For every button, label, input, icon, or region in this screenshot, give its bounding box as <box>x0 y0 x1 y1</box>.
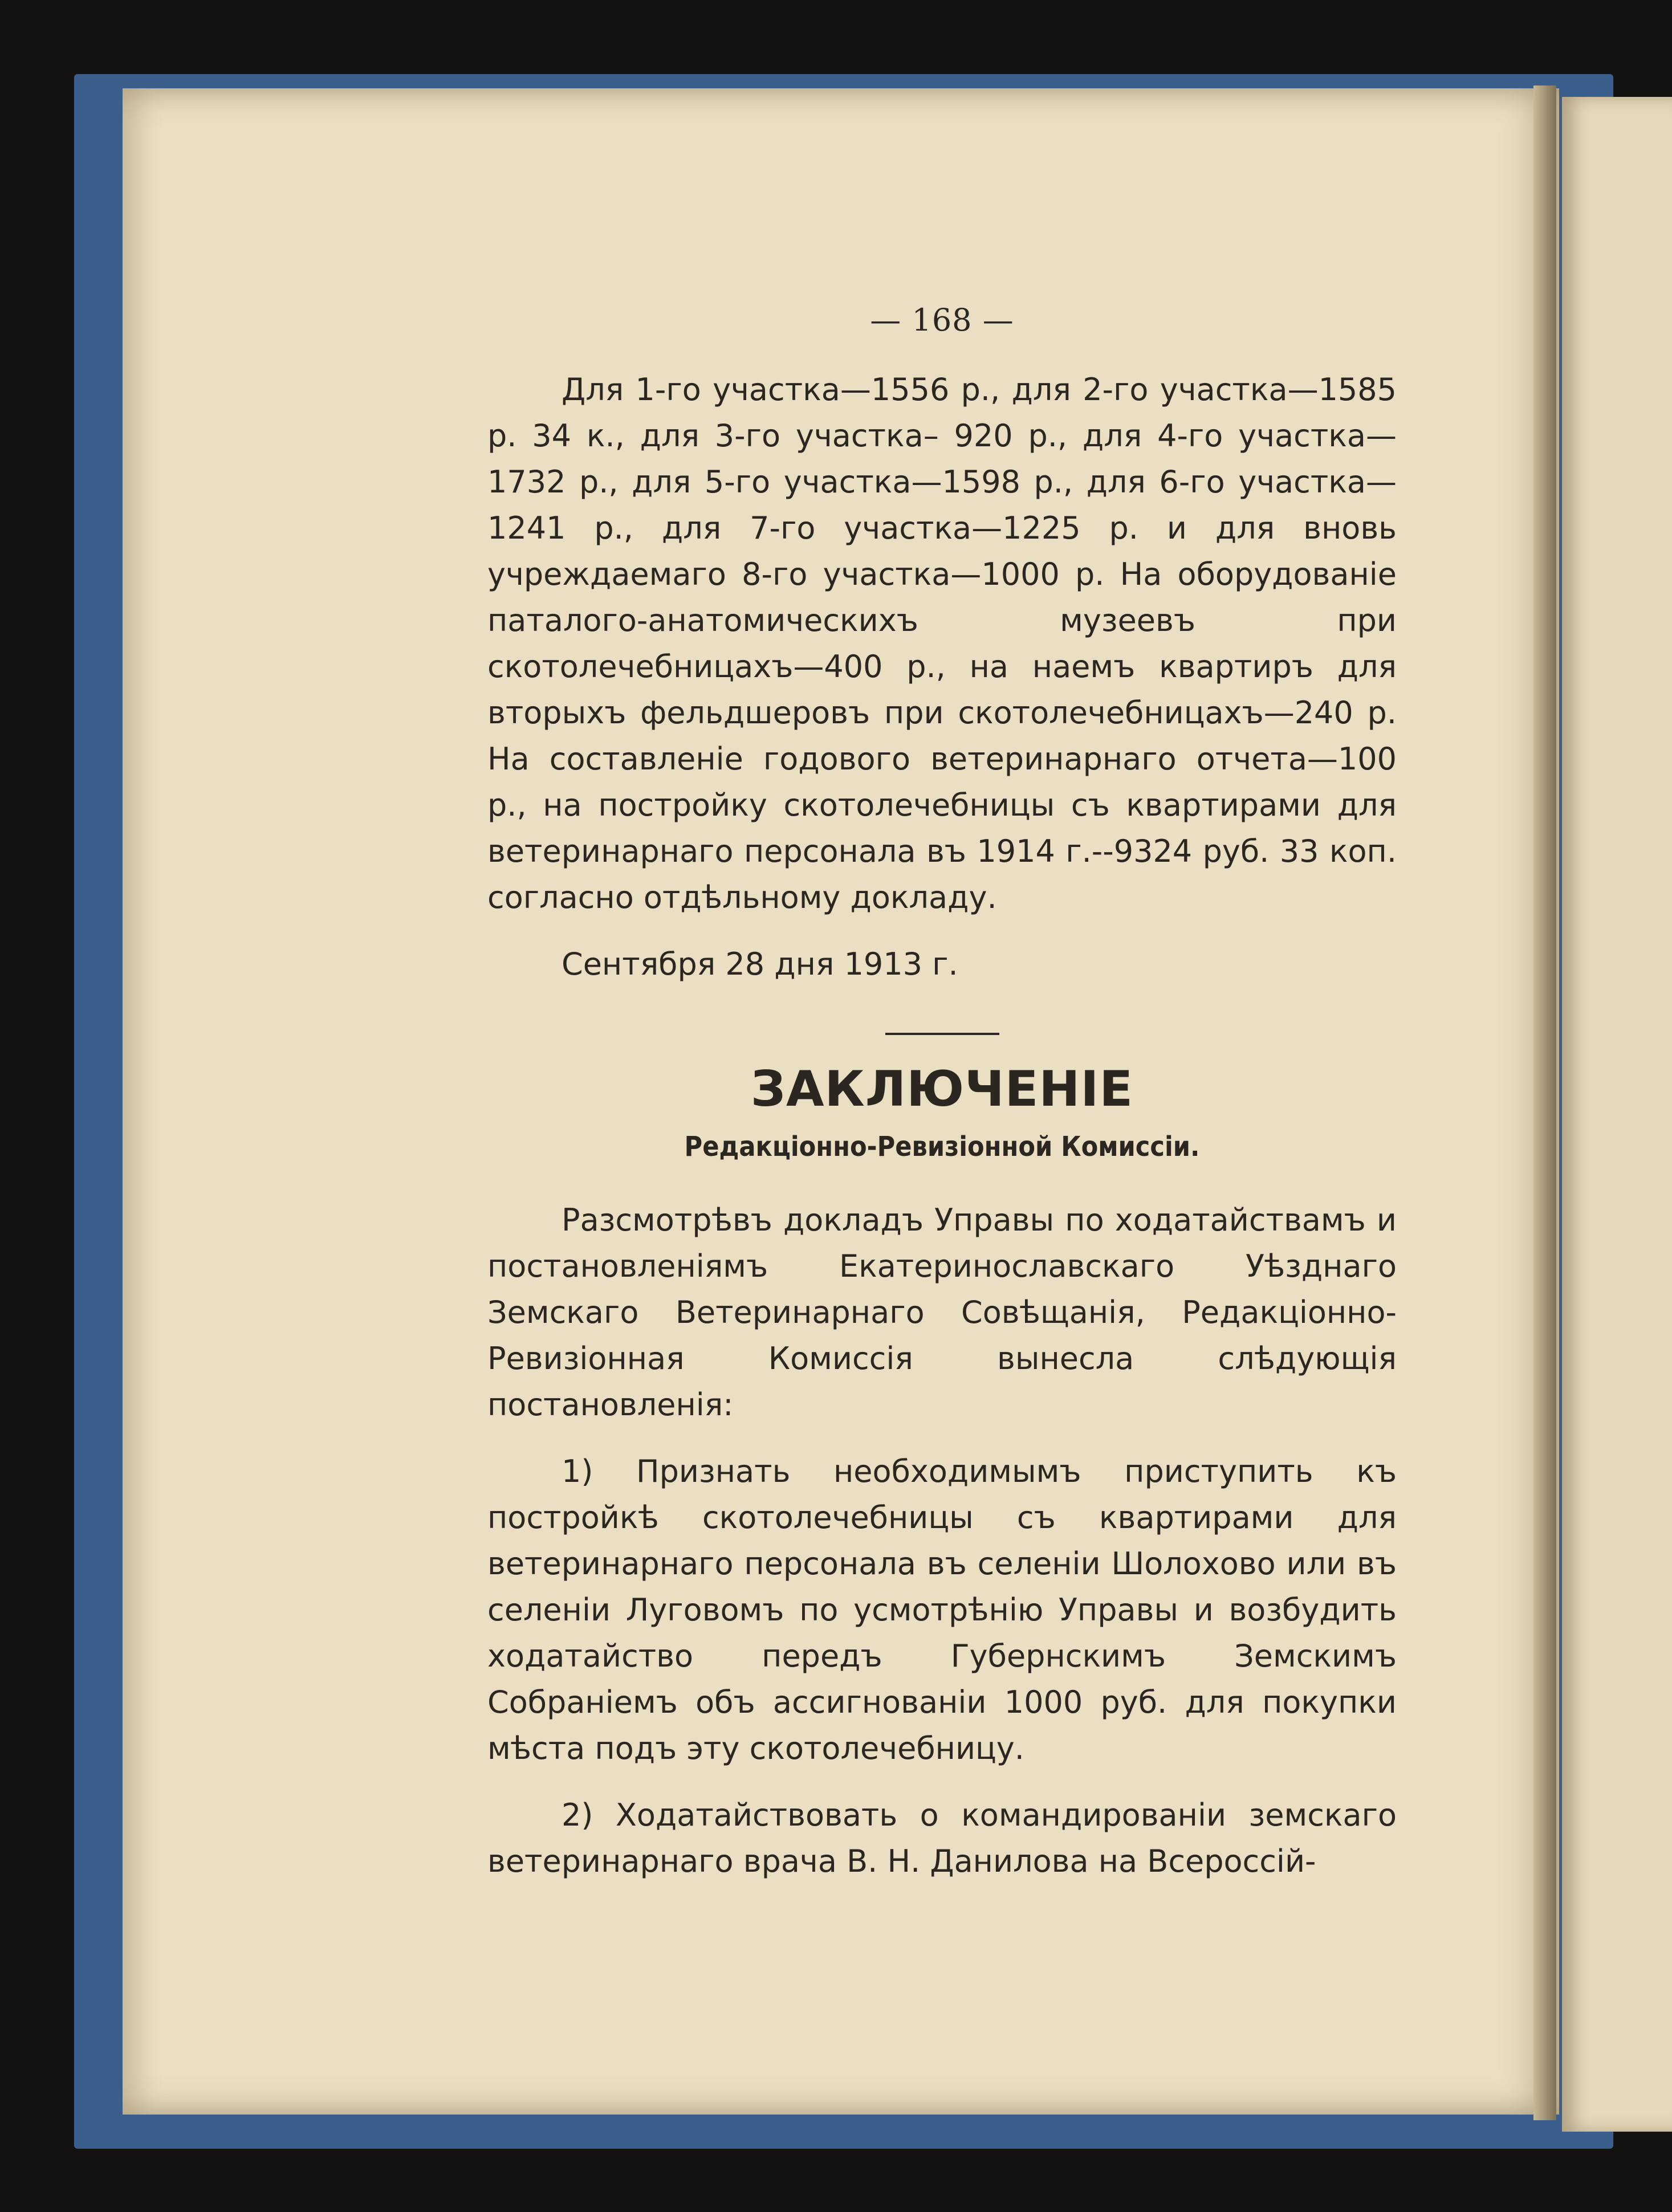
page-content <box>487 302 1397 1884</box>
body-paragraph-intro: Разсмотрѣвъ докладъ Управы по ходатайствамъ и постановленіямъ Екатеринославскаго Уѣзднаго Земскаго Ветеринарнаго Совѣщанія, Редакціонно-Ревизіонная Комиссія вынесла слѣдующія постановленія: <box>487 1202 1397 1423</box>
section-divider <box>885 1033 999 1035</box>
budget-paragraph: Для 1-го участка—1556 р., для 2-го участка—1585 р. 34 к., для 3-го участка– 920 р., для 4-го участка—1732 р., для 5-го участка—1598 р., для 6-го участка—1241 р., для 7-го участка—1225 р. и для вновь учреждаемаго 8-го участка—1000 р. На оборудованіе паталого-анатомическихъ музеевъ при скотолечебницахъ—400 р., на наемъ квартиръ для вторыхъ фельдшеровъ при скотолечебницахъ—240 р. На составленіе годового ветеринарнаго отчета—100 р., на постройку скотолечебницы съ квартирами для ветеринарнаго персонала въ 1914 г.--9324 руб. 33 коп. согласно отдѣльному докладу. <box>487 372 1397 915</box>
date-line: Сентября 28 дня 1913 г. <box>562 946 958 982</box>
page-gutter-edge <box>1533 85 1556 2120</box>
body-paragraph-item-2: 2) Ходатайствовать о командированіи земскаго ветеринарнаго врача В. Н. Данилова на Всероссій- <box>487 1797 1397 1879</box>
body-paragraph-item-1: 1) Признать необходимымъ приступить къ постройкѣ скотолечебницы съ квартирами для ветеринарнаго персонала въ селеніи Шолохово или въ селеніи Луговомъ по усмотрѣнію Управы и возбудить ходатайство передъ Губернскимъ Земскимъ Собраніемъ объ ассигнованіи 1000 руб. для покупки мѣста подъ эту скотолечебницу. <box>487 1453 1397 1766</box>
section-heading: ЗАКЛЮЧЕНІЕ <box>750 1061 1134 1118</box>
page-number: — 168 — <box>870 302 1014 338</box>
section-subheading: Редакціонно-Ревизіонной Комиссіи. <box>684 1131 1200 1163</box>
next-page-edge <box>1562 97 1672 2132</box>
